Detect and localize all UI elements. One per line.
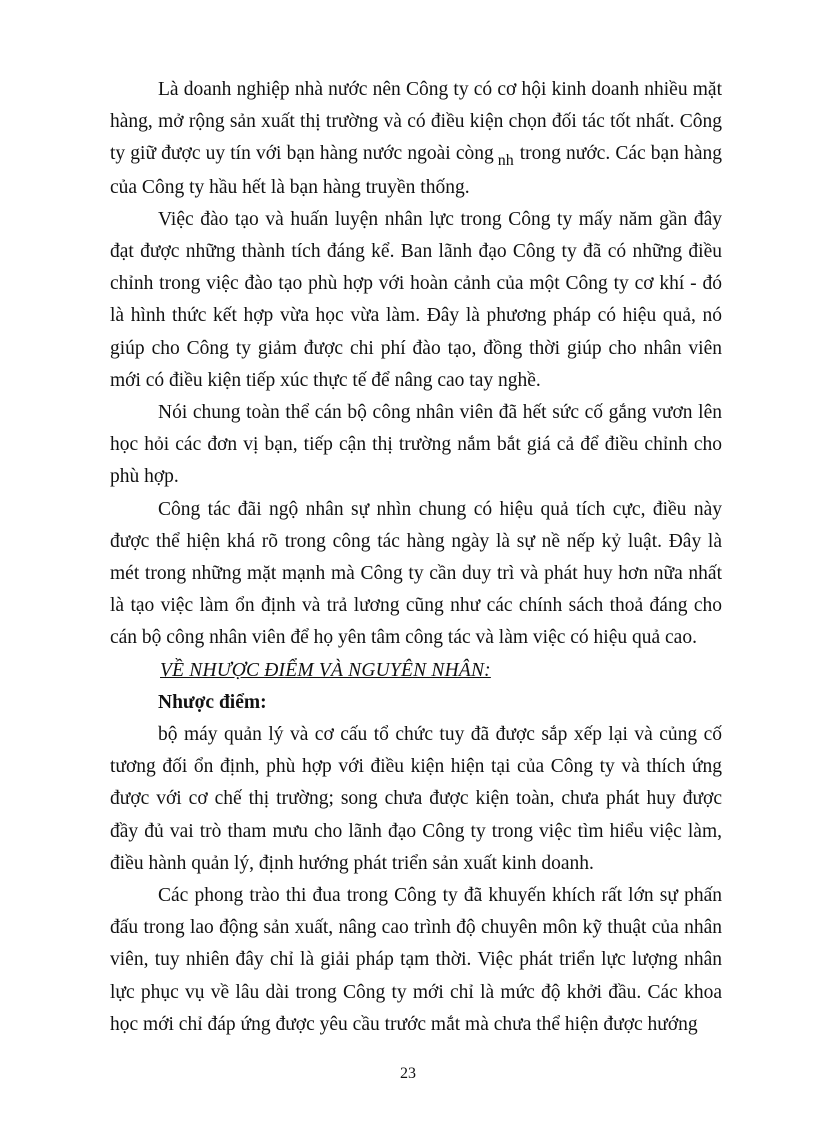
paragraph-compensation: Công tác đãi ngộ nhân sự nhìn chung có hiệu quả tích cực, điều này được thể hiện khá rõ trong công tác hàng ngày là sự nề nếp kỷ luật. Đây là mét trong những mặt mạnh mà Công ty cần duy trì và phát huy hơn nữa nhất là tạo việc làm ổn định và trả lương cũng như các chính sách thoả đáng cho cán bộ công nhân viên để họ yên tâm công tác và làm việc có hiệu quả cao.	[110, 498, 722, 649]
paragraph-training: Việc đào tạo và huấn luyện nhân lực trong Công ty mấy năm gần đây đạt được những thành tích đáng kể. Ban lãnh đạo Công ty đã có những điều chỉnh trong việc đào tạo phù hợp với hoàn cảnh của một Công ty cơ khí - đó là hình thức kết hợp vừa học vừa làm. Đây là phương pháp có hiệu quả, nó giúp cho Công ty giảm được chi phí đào tạo, đồng thời giúp cho nhân viên mới có điều kiện tiếp xúc thực tế để nâng cao tay nghề.	[110, 208, 722, 391]
paragraph-intro	[110, 74, 722, 204]
paragraph-management: bộ máy quản lý và cơ cấu tổ chức tuy đã được sắp xếp lại và củng cố tương đối ổn định, phù hợp với điều kiện hiện tại của Công ty và thích ứng được với cơ chế thị trường; song chưa được kiện toàn, chưa phát huy được đầy đủ vai trò tham mưu cho lãnh đạo Công ty trong việc tìm hiểu việc làm, điều hành quản lý, định hướng phát triển sản xuất kinh doanh.	[110, 724, 722, 874]
page-number: 23	[400, 1065, 416, 1082]
paragraph-intro-tail: trong nước. Các bạn hàng của Công ty hầu hết là bạn hàng truyền thống.	[110, 143, 722, 198]
subscript-fragment: nh	[497, 152, 514, 170]
document-page	[110, 74, 722, 1041]
paragraph-emulation: Các phong trào thi đua trong Công ty đã khuyến khích rất lớn sự phấn đấu trong lao động sản xuất, nâng cao trình độ chuyên môn kỹ thuật của nhân viên, tuy nhiên đây chỉ là giải pháp tạm thời. Việc phát triển lực lượng nhân lực phục vụ về lâu dài trong Công ty mới chỉ là mức độ khởi đầu. Các khoa học mới chỉ đáp ứng được yêu cầu trước mắt mà chưa thể hiện được hướng	[110, 885, 722, 1035]
paragraph-intro-text: Là doanh nghiệp nhà nước nên Công ty có cơ hội kinh doanh nhiều mặt hàng, mở rộng sản xuất thị trường và có điều kiện chọn đối tác tốt nhất. Công ty giữ được uy tín với bạn hàng nước ngoài còng	[110, 79, 722, 165]
paragraph-staff-effort: Nói chung toàn thể cán bộ công nhân viên đã hết sức cố gắng vươn lên học hỏi các đơn vị bạn, tiếp cận thị trường nắm bắt giá cả để điều chỉnh cho phù hợp.	[110, 402, 722, 488]
section-heading: VỀ NHƯỢC ĐIỂM VÀ NGUYÊN NHÂN:	[160, 659, 491, 681]
subheading-weaknesses: Nhược điểm:	[158, 691, 267, 713]
